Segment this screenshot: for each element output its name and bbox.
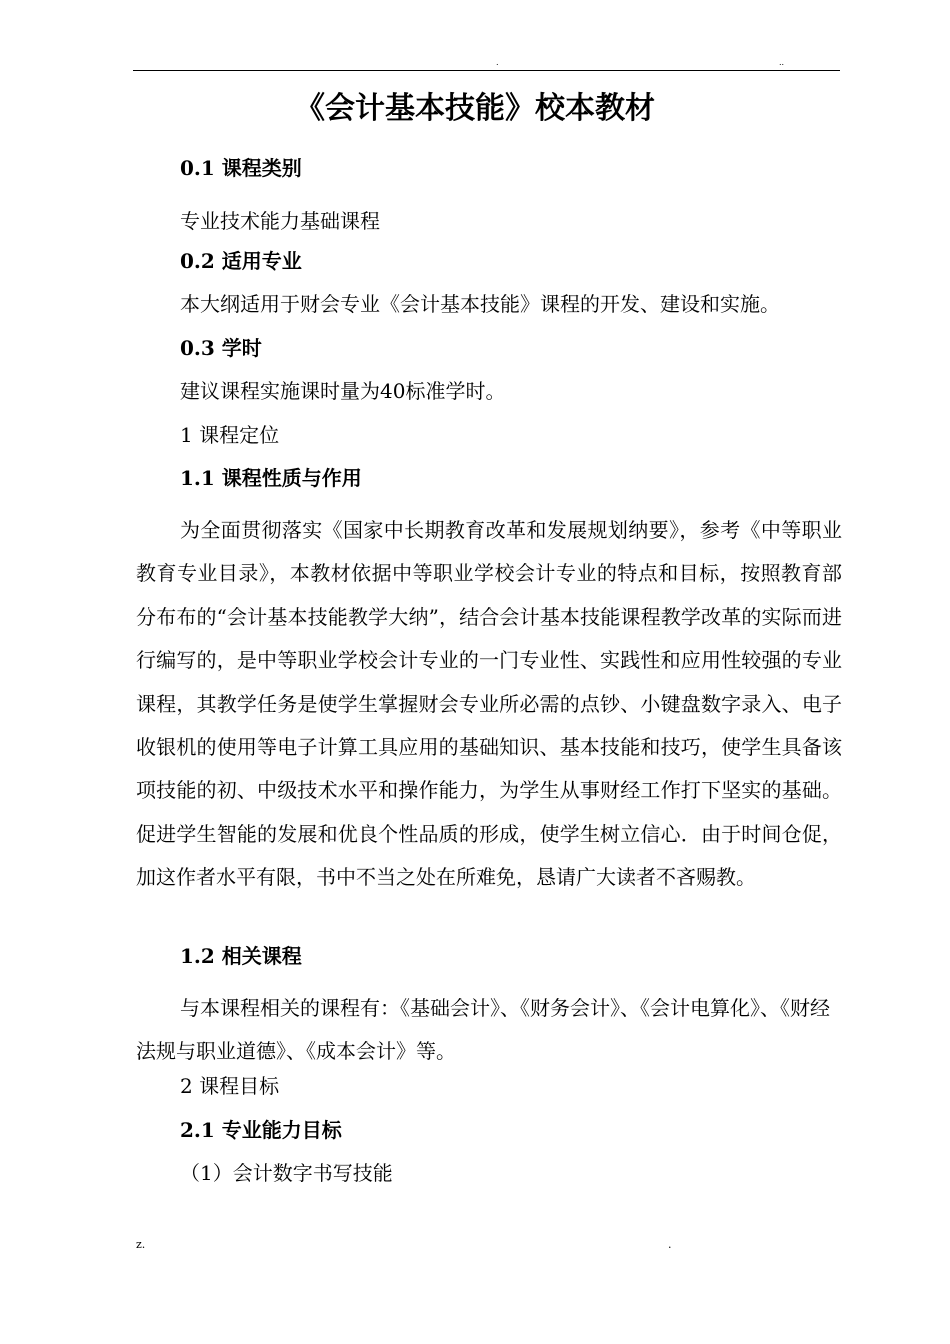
header-mark-right: ..: [779, 58, 785, 67]
footer-mark-right: .: [668, 1238, 672, 1251]
header-mark-left: .: [496, 58, 499, 67]
paragraph-1-1: 为全面贯彻落实《国家中长期教育改革和发展规划纳要》，参考《中等职业教育专业目录》，本教材依据中等职业学校会计专业的特点和目标，按照教育部分布布的“会计基本技能教学大纳”，结合会计基本技能课程教学改革的实际而进行编写的，是中等职业学校会计专业的一门专业性、实践性和应用性较强的专业课程，其教学任务是使学生掌握财会专业所必需的点钞、小键盘数字录入、电子收银机的使用等电子计算工具应用的基础知识、基本技能和技巧，使学生具备该项技能的初、中级技术水平和操作能力，为学生从事财经工作打下坚实的基础。促进学生智能的发展和优良个性品质的形成，使学生树立信心．由于时间仓促，加这作者水平有限，书中不当之处在所难免，恳请广大读者不吝赐教。: [136, 518, 842, 890]
header-rule: [133, 70, 840, 71]
heading-1: 1 课程定位: [180, 423, 280, 447]
heading-2-1: 2.1 专业能力目标: [180, 1118, 342, 1142]
heading-1-1: 1.1 课程性质与作用: [180, 466, 362, 490]
paragraph-1-2: 与本课程相关的课程有：《基础会计》、《财务会计》、《会计电算化》、《财经法规与职业道德》、《成本会计》等。: [136, 996, 830, 1064]
text-0-2: 本大纲适用于财会专业《会计基本技能》课程的开发、建设和实施。: [180, 292, 780, 316]
heading-0-1: 0.1 课程类别: [180, 156, 302, 180]
page-title: 《会计基本技能》校本教材: [295, 91, 655, 126]
heading-2: 2 课程目标: [180, 1074, 280, 1098]
heading-0-3: 0.3 学时: [180, 336, 262, 360]
footer-mark-left: z.: [136, 1238, 146, 1251]
text-0-3: 建议课程实施课时量为40标准学时。: [180, 379, 506, 403]
heading-0-2: 0.2 适用专业: [180, 249, 302, 273]
text-0-1: 专业技术能力基础课程: [180, 209, 380, 233]
heading-1-2: 1.2 相关课程: [180, 944, 302, 968]
list-item-2-1-1: （1）会计数字书写技能: [180, 1161, 393, 1185]
